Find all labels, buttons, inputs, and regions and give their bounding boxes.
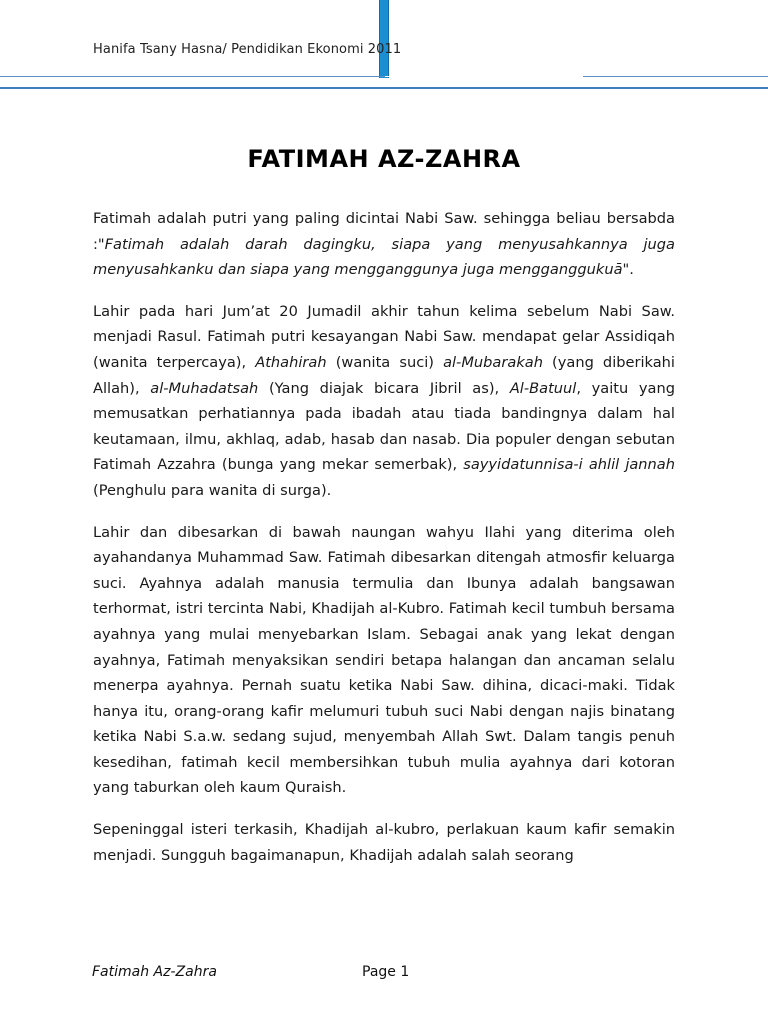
text-run: ". (622, 261, 634, 279)
document-title: FATIMAH AZ-ZAHRA (247, 145, 521, 173)
footer-title: Fatimah Az-Zahra (92, 964, 217, 980)
running-header: Hanifa Tsany Hasna/ Pendidikan Ekonomi 2011 (93, 42, 402, 57)
text-run: (yang diberikahi Allah), (93, 353, 675, 397)
italic-text: sayyidatunnisa-i ahlil jannah (463, 456, 676, 474)
text-run: , yaitu yang memusatkan perhatiannya pada ibadah atau tiada bandingnya dalam hal keutamaan, ilmu, akhlaq, adab, hasab dan nasab. Dia populer dengan sebutan Fatimah Azzahra (bunga yang mekar semerbak), (93, 379, 675, 474)
paragraph-4 (93, 817, 675, 868)
header-rule-bottom (0, 87, 768, 89)
italic-text: Fatimah adalah darah dagingku, siapa yang menyusahkannya juga menyusahkanku dan siapa yang mengganggunya juga mengganggukuā (93, 235, 675, 279)
text-run: Sepeninggal isteri terkasih, Khadijah al-kubro, perlakuan kaum kafir semakin menjadi. Sungguh bagaimanapun, Khadijah adalah salah seorang (93, 821, 675, 864)
text-run: Fatimah adalah putri yang paling dicintai Nabi Saw. sehingga beliau bersabda :" (93, 210, 675, 253)
paragraph-1 (93, 206, 675, 283)
paragraph-2 (93, 299, 675, 504)
italic-text: al-Muhadatsah (150, 379, 259, 397)
text-run: (Yang diajak bicara Jibril as), (258, 379, 510, 397)
italic-text: Al-Batuul (509, 379, 577, 397)
italic-text: Athahirah (255, 353, 327, 371)
text-run: (Penghulu para wanita di surga). (93, 481, 332, 499)
italic-text: al-Mubarakah (443, 353, 543, 371)
header-rule-top (0, 76, 768, 77)
text-run: Lahir pada hari Jum’at 20 Jumadil akhir tahun kelima sebelum Nabi Saw. menjadi Rasul. Fatimah putri kesayangan Nabi Saw. mendapat gelar Assidiqah (wanita terpercaya), (93, 302, 675, 371)
text-run: (wanita suci) (326, 353, 444, 371)
header-rule-gap (385, 76, 583, 77)
page-number: Page 1 (362, 964, 410, 980)
paragraph-3 (93, 520, 675, 802)
text-run: Lahir dan dibesarkan di bawah naungan wahyu Ilahi yang diterima oleh ayahandanya Muhammad Saw. Fatimah dibesarkan ditengah atmosfir keluarga suci. Ayahnya adalah manusia termulia dan Ibunya adalah bangsawan terhormat, istri tercinta Nabi, Khadijah al-Kubro. Fatimah kecil tumbuh bersama ayahnya yang mulai menyebarkan Islam. Sebagai anak yang lekat dengan ayahnya, Fatimah menyaksikan sendiri betapa halangan dan ancaman selalu menerpa ayahnya. Pernah suatu ketika Nabi Saw. dihina, dicaci-maki. Tidak hanya itu, orang-orang kafir melumuri tubuh suci Nabi dengan najis binatang ketika Nabi S.a.w. sedang sujud, menyembah Allah Swt. Dalam tangis penuh kesedihan, fatimah kecil membersihkan tubuh mulia ayahnya dari kotoran yang taburkan oleh kaum Quraish. (93, 523, 675, 797)
document-body (93, 206, 675, 868)
header-accent-bar (379, 0, 389, 78)
